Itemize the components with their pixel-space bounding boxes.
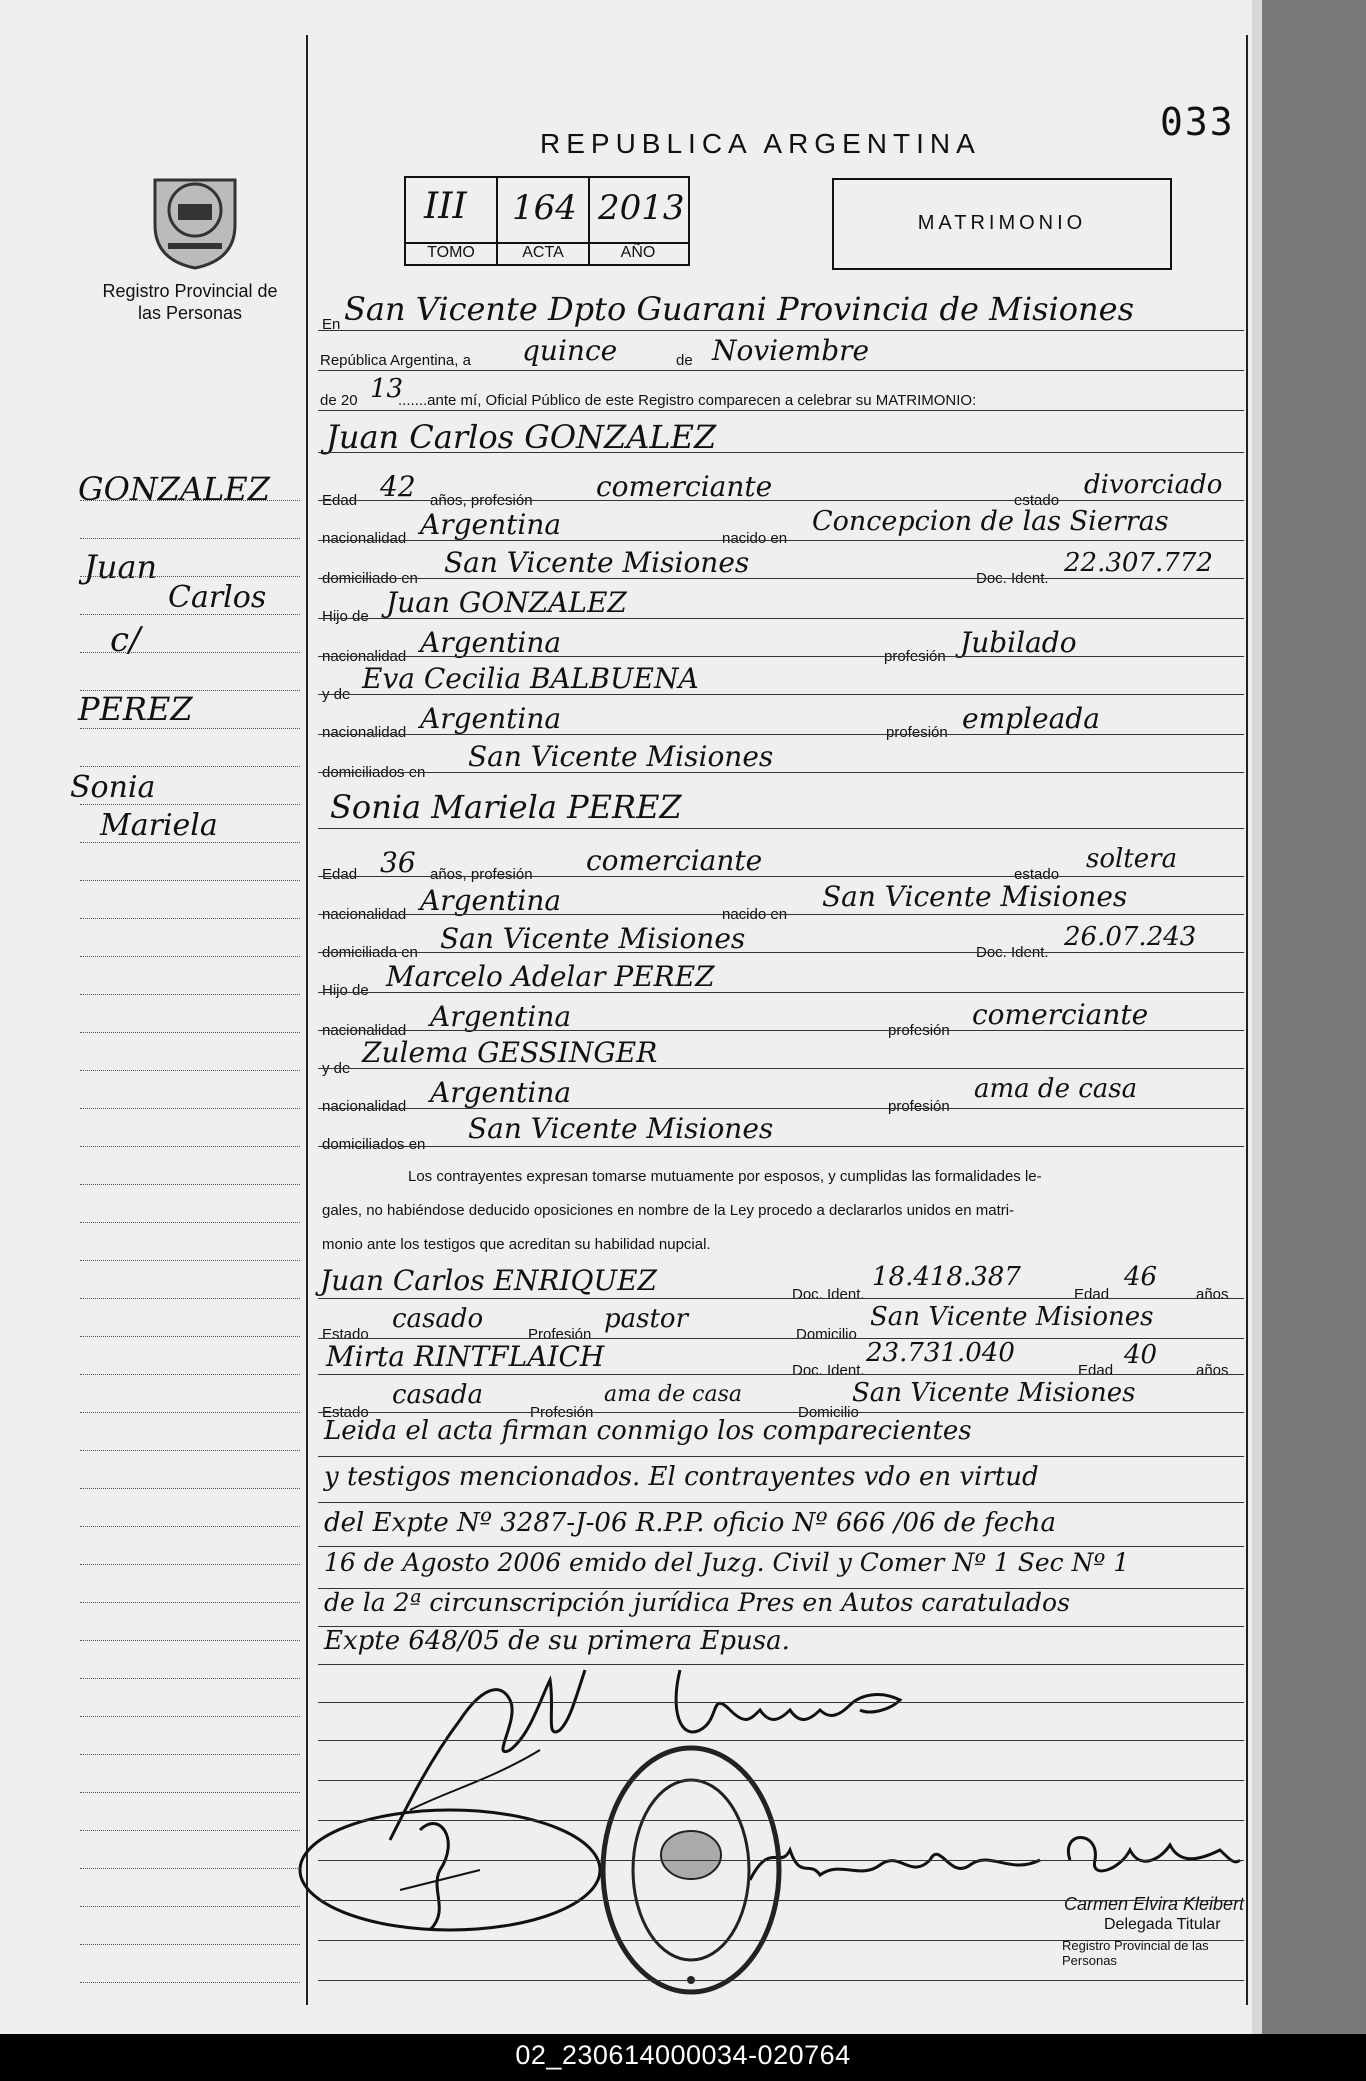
ceremony-year: 13 [370,374,404,404]
ruled-line [318,500,1244,501]
margin-ruled-line [80,1184,300,1185]
margin-note-surname-1: GONZALEZ [78,470,270,508]
anio-value: 2013 [598,188,685,228]
margin-ruled-line [80,918,300,919]
witness2-prof-label: Profesión [530,1404,594,1421]
groom-mother-nat-label: nacionalidad [322,724,407,741]
ruled-line [318,734,1244,735]
witness1-age: 46 [1124,1262,1158,1292]
de20-label: de 20 [320,392,358,409]
groom-father-prof: Jubilado [960,626,1077,659]
margin-ruled-line [80,1830,300,1831]
margin-ruled-line [80,1108,300,1109]
margin-ruled-line [80,1450,300,1451]
bride-parents-dom-label: domiciliados en [322,1136,426,1153]
acta-value: 164 [512,188,577,228]
note-line-4: 16 de Agosto 2006 emido del Juzg. Civil y Comer Nº 1 Sec Nº 1 [324,1548,1130,1577]
declaration-line-1: Los contrayentes expresan tomarse mutuamente por esposos, y cumplidas las formalidades le- [408,1168,1042,1185]
margin-ruled-line [80,1260,300,1261]
footer-bar [0,2034,1366,2081]
bride-mother-nat: Argentina [430,1076,572,1109]
bride-mother-nat-label: nacionalidad [322,1098,407,1115]
ceremony-month: Noviembre [712,334,870,367]
witness2-dom-label: Domicilio [798,1404,859,1421]
groom-father-nat-label: nacionalidad [322,648,407,665]
bride-doc-label: Doc. Ident. [976,944,1049,961]
margin-note-versus: c/ [110,620,141,660]
bride-father: Marcelo Adelar PEREZ [386,960,715,993]
margin-note-given-2: Carlos [168,580,267,615]
groom-mother-prof: empleada [962,702,1100,735]
bride-birthplace: San Vicente Misiones [822,880,1128,913]
witness2-name: Mirta RINTFLAICH [326,1340,605,1373]
signature-officer-left [280,1770,640,1960]
note-line-3: del Expte Nº 3287-J-06 R.P.P. oficio Nº 666 /06 de fecha [324,1508,1056,1538]
witness1-estado-label: Estado [322,1326,369,1343]
groom-yde-label: y de [322,686,351,703]
witness1-anos-label: años [1196,1286,1229,1303]
ruled-line [318,1588,1244,1589]
margin-ruled-line [80,880,300,881]
record-type-box [832,178,1172,270]
record-box [404,176,690,266]
officer-registry: Registro Provincial de las Personas [1062,1938,1209,1968]
ruled-line [318,1298,1244,1299]
groom-nationality: Argentina [420,508,562,541]
margin-ruled-line [80,956,300,957]
ruled-line [318,618,1244,619]
ruled-line [318,1456,1244,1457]
groom-name: Juan Carlos GONZALEZ [326,418,717,456]
ruled-line [318,1068,1244,1069]
margin-ruled-line [80,1146,300,1147]
ruled-line [318,410,1244,411]
groom-profession: comerciante [596,470,773,503]
signature-officer [1050,1820,1250,1890]
margin-ruled-line [80,1412,300,1413]
groom-estado: divorciado [1084,470,1223,500]
groom-parents-domicile: San Vicente Misiones [468,740,774,773]
margin-ruled-line [80,576,300,577]
witness2-age: 40 [1124,1340,1158,1370]
ruled-line [318,1900,1244,1901]
bride-father-prof: comerciante [972,998,1149,1031]
tomo-label: TOMO [427,244,475,261]
margin-ruled-line [80,652,300,653]
ruled-line [318,578,1244,579]
groom-edad-label: Edad [322,492,358,509]
declaration-line-2: gales, no habiéndose deducido oposiciones en nombre de la Ley procedo a declararlos unidos en matri- [322,1202,1015,1219]
groom-doc: 22.307.772 [1064,548,1213,578]
ruled-line [318,1780,1244,1781]
de-label: de [676,352,693,369]
bride-father-nat-label: nacionalidad [322,1022,407,1039]
bride-edad-label: Edad [322,866,358,883]
margin-ruled-line [80,1792,300,1793]
witness2-doc-label: Doc. Ident. [792,1362,865,1379]
ruled-line [318,876,1244,877]
groom-estado-label: estado [1014,492,1060,509]
bride-mother-prof-label: profesión [888,1098,950,1115]
ruled-line [318,1030,1244,1031]
witness2-anos-label: años [1196,1362,1229,1379]
bride-dom-label: domiciliada en [322,944,418,961]
margin-ruled-line [80,994,300,995]
groom-mother-prof-label: profesión [886,724,948,741]
witness1-doc-label: Doc. Ident. [792,1286,865,1303]
margin-ruled-line [80,614,300,615]
ruled-line [318,772,1244,773]
bride-hijo-label: Hijo de [322,982,369,999]
ruled-line [318,1702,1244,1703]
header-title: REPUBLICA ARGENTINA [540,128,981,159]
officer-name: Carmen Elvira Kleibert [1064,1894,1245,1914]
declaration-line-3: monio ante los testigos que acreditan su habilidad nupcial. [322,1236,711,1253]
bride-father-nat: Argentina [430,1000,572,1033]
margin-ruled-line [80,1906,300,1907]
margin-ruled-line [80,1336,300,1337]
acta-label: ACTA [522,244,564,261]
margin-ruled-line [80,538,300,539]
margin-ruled-line [80,500,300,501]
margin-note-given-1: Juan [84,548,158,586]
witness2-estado-label: Estado [322,1404,369,1421]
bride-parents-domicile: San Vicente Misiones [468,1112,774,1145]
margin-ruled-line [80,1602,300,1603]
margin-ruled-line [80,728,300,729]
margin-ruled-line [80,1222,300,1223]
margin-ruled-line [80,1298,300,1299]
groom-father-prof-label: profesión [884,648,946,665]
note-line-5: de la 2ª circunscripción jurídica Pres en Autos caratulados [324,1588,1070,1617]
groom-father-nat: Argentina [420,626,562,659]
left-margin-rule [306,35,308,2005]
bride-name: Sonia Mariela PEREZ [330,788,682,826]
margin-note-given-3: Sonia [70,770,156,805]
margin-ruled-line [80,766,300,767]
ruled-line [318,1860,1244,1861]
witness1-doc: 18.418.387 [872,1262,1021,1292]
groom-anos-label: años, profesión [430,492,533,509]
witness2-domicile: San Vicente Misiones [852,1378,1136,1408]
margin-ruled-line [80,1032,300,1033]
republic-label: República Argentina, a [320,352,471,369]
groom-dom-label: domiciliado en [322,570,418,587]
record-type: MATRIMONIO [917,212,1087,234]
witness2-doc: 23.731.040 [866,1338,1015,1368]
ruled-line [318,1940,1244,1941]
witness2-profession: ama de casa [604,1382,743,1407]
provincial-seal-logo [140,160,250,270]
groom-domicile: San Vicente Misiones [444,546,750,579]
page-number: 033 [1160,100,1235,144]
bride-mother-prof: ama de casa [974,1074,1138,1104]
margin-ruled-line [80,804,300,805]
bride-domicile: San Vicente Misiones [440,922,746,955]
margin-ruled-line [80,1070,300,1071]
bride-estado: soltera [1086,844,1178,874]
right-margin-rule [1246,35,1248,2005]
ruled-line [318,1502,1244,1503]
groom-nacido-label: nacido en [722,530,788,547]
ruled-line [318,656,1244,657]
en-label: En [322,316,341,333]
margin-note-given-4: Mariela [100,808,218,843]
ruled-line [318,330,1244,331]
ruled-line [318,370,1244,371]
ruled-line [318,1820,1244,1821]
margin-ruled-line [80,842,300,843]
registry-name: Registro Provincial de las Personas [102,281,278,323]
groom-birthplace: Concepcion de las Sierras [812,506,1169,537]
margin-ruled-line [80,1868,300,1869]
officer-title: Delegada Titular [1104,1916,1221,1933]
margin-ruled-line [80,1944,300,1945]
bride-nacido-label: nacido en [722,906,788,923]
groom-age: 42 [380,470,416,503]
margin-ruled-line [80,1754,300,1755]
witness1-profession: pastor [604,1304,689,1334]
ruled-line [318,952,1244,953]
ruled-line [318,1146,1244,1147]
groom-doc-label: Doc. Ident. [976,570,1049,587]
groom-hijo-label: Hijo de [322,608,369,625]
official-stamp [596,1740,786,2000]
margin-note-surname-2: PEREZ [78,690,193,728]
note-line-2: y testigos mencionados. El contrayentes vdo en virtud [324,1462,1039,1492]
margin-ruled-line [80,1982,300,1983]
ruled-line [318,1412,1244,1413]
margin-ruled-line [80,1488,300,1489]
witness1-edad-label: Edad [1074,1286,1110,1303]
bride-mother: Zulema GESSINGER [362,1036,658,1069]
ruled-line [318,1664,1244,1665]
bride-estado-label: estado [1014,866,1060,883]
groom-mother: Eva Cecilia BALBUENA [362,662,699,695]
ruled-line [318,694,1244,695]
margin-ruled-line [80,1716,300,1717]
groom-mother-nat: Argentina [420,702,562,735]
note-line-6: Expte 648/05 de su primera Epusa. [324,1626,790,1656]
margin-ruled-line [80,1564,300,1565]
witness1-estado: casado [392,1304,484,1334]
groom-nac-label: nacionalidad [322,530,407,547]
anio-label: AÑO [620,244,656,261]
witness1-domicile: San Vicente Misiones [870,1302,1154,1332]
bride-nac-label: nacionalidad [322,906,407,923]
witness2-estado: casada [392,1380,484,1410]
witness2-edad-label: Edad [1078,1362,1114,1379]
ceremony-day: quince [522,334,618,367]
ruled-line [318,1338,1244,1339]
margin-ruled-line [80,1678,300,1679]
ruled-line [318,914,1244,915]
ruled-line [318,1546,1244,1547]
ruled-line [318,452,1244,453]
margin-ruled-line [80,1640,300,1641]
ruled-line [318,1980,1244,1981]
ruled-line [318,992,1244,993]
intro-text: .......ante mí, Oficial Público de este Registro comparecen a celebrar su MATRIMONIO: [398,392,977,409]
bride-profession: comerciante [586,844,763,877]
witness1-dom-label: Domicilio [796,1326,857,1343]
witness1-name: Juan Carlos ENRIQUEZ [320,1264,657,1297]
ruled-line [318,1108,1244,1109]
margin-ruled-line [80,690,300,691]
groom-father: Juan GONZALEZ [386,586,627,619]
ruled-line [318,540,1244,541]
bride-father-prof-label: profesión [888,1022,950,1039]
note-line-1: Leida el acta firman conmigo los comparecientes [324,1416,972,1446]
witness1-prof-label: Profesión [528,1326,592,1343]
footer-code: 02_230614000034-020764 [515,2040,851,2070]
bride-doc: 26.07.243 [1064,922,1197,952]
groom-parents-dom-label: domiciliados en [322,764,426,781]
ruled-line [318,1626,1244,1627]
ruled-line [318,1374,1244,1375]
tomo-value: III [424,186,467,227]
ruled-line [318,828,1244,829]
ruled-line [318,1740,1244,1741]
bride-anos-label: años, profesión [430,866,533,883]
margin-ruled-line [80,1526,300,1527]
bride-nationality: Argentina [420,884,562,917]
bride-age: 36 [380,846,416,879]
ceremony-place: San Vicente Dpto Guarani Provincia de Misiones [344,290,1134,328]
bride-yde-label: y de [322,1060,351,1077]
margin-ruled-line [80,1374,300,1375]
